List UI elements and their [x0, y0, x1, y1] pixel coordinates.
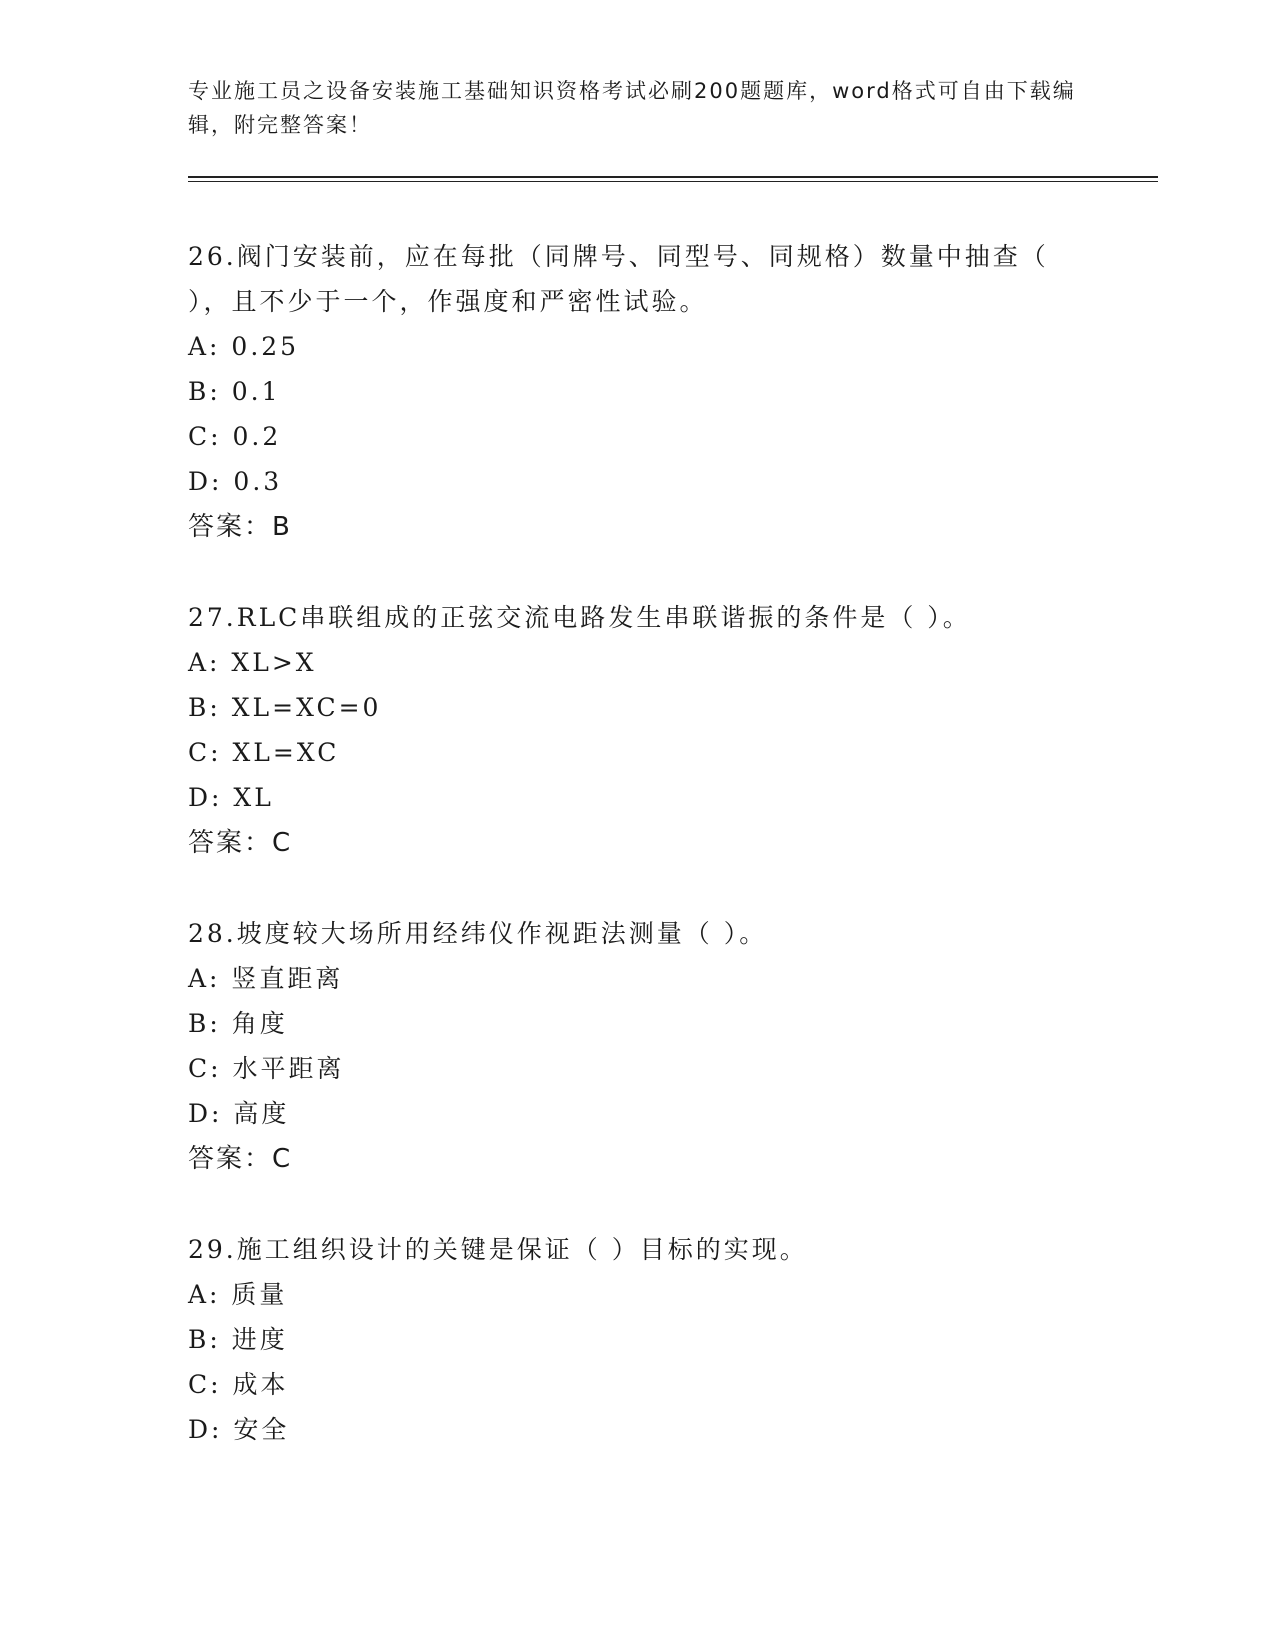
- option-b: B: 角度: [188, 1009, 288, 1038]
- question-stem: 27.RLC串联组成的正弦交流电路发生串联谐振的条件是（ ）。: [188, 603, 971, 632]
- option-b: B: 0.1: [188, 377, 281, 406]
- answer: 答案：C: [188, 828, 293, 858]
- answer: 答案：B: [188, 512, 292, 542]
- option-b: B: 进度: [188, 1325, 288, 1354]
- option-a: A: XL>X: [188, 648, 317, 677]
- option-b: B: XL=XC=0: [188, 693, 382, 722]
- option-c: C: XL=XC: [188, 738, 340, 767]
- question-27: [188, 595, 1088, 866]
- document-header: 专业施工员之设备安装施工基础知识资格考试必刷200题题库，word格式可自由下载编辑，附完整答案！: [188, 79, 1076, 137]
- header-divider-thin: [188, 181, 1158, 182]
- option-d: D: 高度: [188, 1099, 290, 1128]
- option-c: C: 水平距离: [188, 1054, 345, 1083]
- question-28: [188, 911, 1088, 1182]
- option-c: C: 成本: [188, 1370, 289, 1399]
- option-c: C: 0.2: [188, 422, 282, 451]
- option-a: A: 竖直距离: [188, 964, 344, 993]
- question-stem: 26.阀门安装前，应在每批（同牌号、同型号、同规格）数量中抽查（ ），且不少于一个，作强度和严密性试验。: [188, 242, 1049, 316]
- question-29: [188, 1227, 1088, 1452]
- answer: 答案：C: [188, 1144, 293, 1174]
- question-stem: 29.施工组织设计的关键是保证（ ）目标的实现。: [188, 1235, 808, 1264]
- header-divider-thick: [188, 176, 1158, 178]
- question-stem: 28.坡度较大场所用经纬仪作视距法测量（ ）。: [188, 919, 768, 948]
- option-d: D: 安全: [188, 1415, 290, 1444]
- option-d: D: 0.3: [188, 467, 283, 496]
- option-d: D: XL: [188, 783, 274, 812]
- option-a: A: 0.25: [188, 332, 300, 361]
- question-26: [188, 234, 1088, 550]
- option-a: A: 质量: [188, 1280, 288, 1309]
- question-list: [188, 234, 1088, 1497]
